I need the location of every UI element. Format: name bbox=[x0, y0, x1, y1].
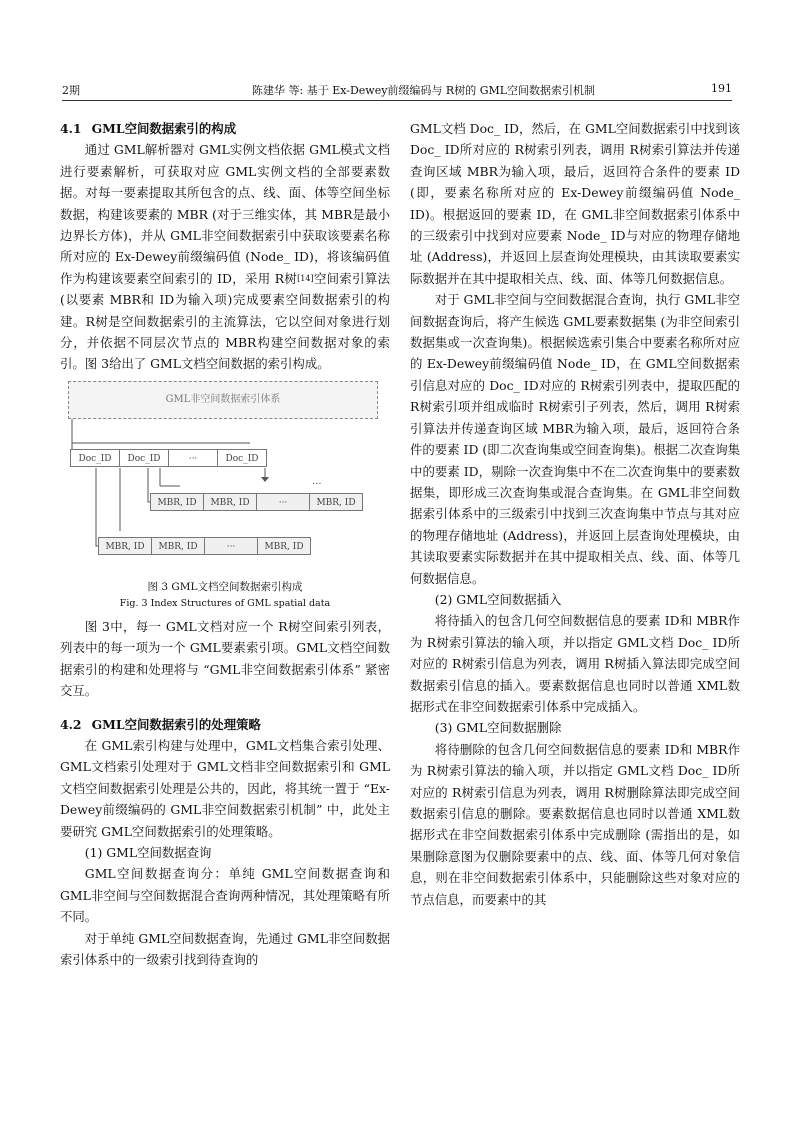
citation-ref: [14] bbox=[297, 273, 314, 283]
paragraph: GML文档 Doc_ ID，然后，在 GML空间数据索引中找到该 Doc_ ID所对应的 R树索引列表，调用 R树索引算法并传递查询区域 MBR为输入项，最后，返回符合条件的要素 ID (即，要素名称所对应的 Ex-Dewey前缀编码值 Node_ ID)。根据返回的要素 ID，在 GML非空间数据索引体系中的三级索引中找到对应要素 Node_ ID与对应的物理存储地址 (Address)，并返回上层查询处理模块，由其读取要素实际数据并在其中提取相关点、线、面、体等几何数据信息。 bbox=[410, 121, 740, 286]
section-heading-4-1 bbox=[60, 118, 390, 139]
section-number: 4.1 bbox=[60, 121, 82, 136]
rtree-list-level-2 bbox=[98, 537, 311, 555]
non-spatial-index-box: GML非空间数据索引体系 bbox=[68, 381, 378, 419]
doc-id-cell: Doc_ID bbox=[119, 449, 168, 467]
paragraph: GML空间数据查询分：单纯 GML空间数据查询和 GML非空间与空间数据混合查询两种情况，其处理策略有所不同。 bbox=[60, 866, 390, 925]
running-title: 陈建华 等: 基于 Ex-Dewey前缀编码与 R树的 GML空间数据索引机制 bbox=[252, 84, 596, 97]
page-number: 191 bbox=[711, 82, 732, 95]
paragraph: 对于单纯 GML空间数据查询，先通过 GML非空间数据索引体系中的一级索引找到待查询的 bbox=[60, 930, 390, 967]
doc-id-cell: Doc_ID bbox=[70, 449, 119, 467]
paragraph-text: 通过 GML解析器对 GML实例文档依据 GML模式文档进行要素解析，可获取对应 GML实例文档的全部要素数据。对每一要素提取其所包含的点、线、面、体等空间坐标数据，构建该要素的 MBR (对于三维实体，其 MBR是最小边界长方体)，并从 GML非空间数据索引中获取该要素名称所对应的 Ex-Dewey前缀编码值 (Node_ ID)，将该编码值作为构建该要素空间索引的 ID，采用 R树 bbox=[60, 142, 390, 286]
ellipsis-mark: ··· bbox=[312, 478, 322, 490]
mbr-id-cell: MBR, ID bbox=[150, 493, 203, 511]
mbr-id-cell: ··· bbox=[204, 537, 257, 555]
subsection-heading: (2) GML空间数据插入 bbox=[434, 591, 562, 607]
doc-id-cell: Doc_ID bbox=[217, 449, 267, 467]
subsection-heading: (1) GML空间数据查询 bbox=[84, 844, 212, 860]
paragraph: 将待删除的包含几何空间数据信息的要素 ID和 MBR作为 R树索引算法的输入项，并以指定 GML文档 Doc_ ID所对应的 R树索引信息为列表，调用 R树删除算法即完成空间数据索引信息的删除。要素数据信息也同时以普通 XML数据形式在非空间数据索引体系中完成删除 (需指出的是，如果删除意图为仅删除要素中的点、线、面、体等几何对象信息，则在非空间数据索引体系中，只能删除这些对象对应的节点信息，而要素中的其 bbox=[410, 741, 740, 907]
mbr-id-cell: ··· bbox=[256, 493, 309, 511]
paragraph: 对于 GML非空间与空间数据混合查询，执行 GML非空间数据查询后，将产生候选 GML要素数据集 (为非空间索引数据集或一次查询集)。根据候选索引集合中要素名称所对应的 Ex-Dewey前缀编码值 Node_ ID，在 GML空间数据索引信息对应的 Doc_ ID对应的 R树索引列表中，提取匹配的 R树索引项并组成临时 R树索引子列表，然后，调用 R树索引算法并传递查询区域 MBR为输入项，最后，返回符合条件的要素 ID (即二次查询集或空间查询集)。根据二次查询集中的要素 ID，剔除一次查询集中不在二次查询集中的要素数据集，即形成三次查询集或混合查询集。在 GML非空间数据索引体系中的三级索引中找到三次查询集中节点与其对应的物理存储地址 (Address)，并返回上层查询处理模块，由其读取要素实际数据并在其中提取相关点、线、面、体等几何数据信息。 bbox=[410, 292, 740, 586]
section-title: GML空间数据索引的构成 bbox=[91, 121, 237, 136]
doc-id-cell: ··· bbox=[168, 449, 217, 467]
rtree-list-level-1 bbox=[150, 493, 363, 511]
left-column bbox=[60, 118, 390, 970]
figure-caption-cn: 图 3 GML文档空间数据索引构成 bbox=[147, 580, 303, 593]
paragraph: 在 GML索引构建与处理中，GML文档集合索引处理、GML文档索引处理对于 GML文档非空间数据索引和 GML文档空间数据索引处理是公共的，因此，将其统一置于 “Ex-Dewey前缀编码的 GML非空间数据索引机制” 中，此处主要研究 GML空间数据索引的处理策略。 bbox=[60, 737, 390, 839]
section-title: GML空间数据索引的处理策略 bbox=[91, 716, 261, 732]
subsection-heading: (3) GML空间数据删除 bbox=[434, 720, 562, 736]
mbr-id-cell: MBR, ID bbox=[98, 537, 151, 555]
doc-id-list bbox=[70, 449, 267, 467]
mbr-id-cell: MBR, ID bbox=[151, 537, 204, 555]
mbr-id-cell: MBR, ID bbox=[309, 493, 363, 511]
section-heading-4-2 bbox=[60, 714, 390, 735]
mbr-id-cell: MBR, ID bbox=[257, 537, 311, 555]
mbr-id-cell: MBR, ID bbox=[203, 493, 256, 511]
paragraph: 将待插入的包含几何空间数据信息的要素 ID和 MBR作为 R树索引算法的输入项，并以指定 GML文档 Doc_ ID所对应的 R树索引信息为列表，调用 R树插入算法即完成空间数据索引信息的插入。要素数据信息也同时以普通 XML数据形式在非空间数据索引体系中完成插入。 bbox=[410, 613, 740, 714]
figure-caption-en: Fig. 3 Index Structures of GML spatial data bbox=[119, 597, 331, 609]
figure-3 bbox=[60, 381, 390, 571]
paragraph bbox=[60, 139, 390, 374]
section-number: 4.2 bbox=[60, 716, 82, 732]
paragraph: 图 3中，每一 GML文档对应一个 R树空间索引列表，列表中的每一项为一个 GML要素索引项。GML文档空间数据索引的构建和处理将与 “GML非空间数据索引体系” 紧密交互。 bbox=[60, 618, 390, 699]
right-column bbox=[410, 118, 740, 910]
issue-label: 2期 bbox=[62, 84, 80, 97]
running-header bbox=[62, 80, 732, 101]
paragraph-text: 空间索引算法 (以要素 MBR和 ID为输入项)完成要素空间数据索引的构建。R树是空间数据索引的主流算法，它以空间对象进行划分，并依据不同层次节点的 MBR构建空间数据对象的索引。图 3给出了 GML文档空间数据的索引构成。 bbox=[60, 270, 390, 372]
